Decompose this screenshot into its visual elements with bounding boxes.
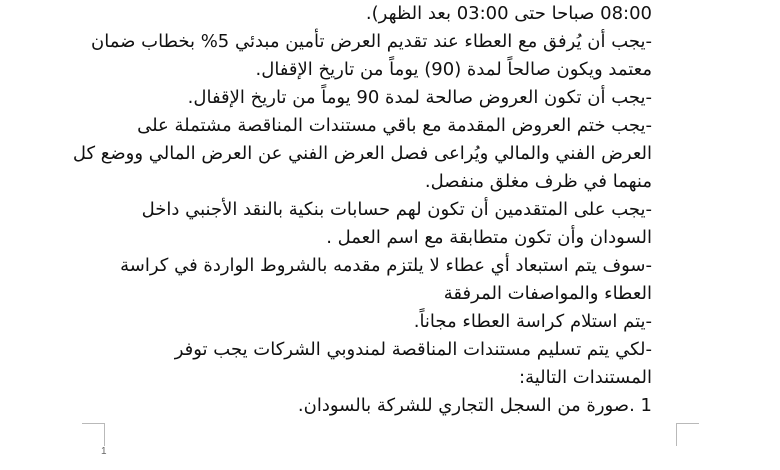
text-line-10: -سوف يتم استبعاد أي عطاء لا يلتزم مقدمه بالشروط الواردة في كراسة (120, 255, 652, 276)
text-line-3: معتمد ويكون صالحاً لمدة (90) يوماً من تاريخ الإقفال. (255, 59, 652, 80)
text-line-13: -لكي يتم تسليم مستندات المناقصة لمندوبي الشركات يجب توفر (174, 339, 652, 360)
text-line-4: -يجب أن تكون العروض صالحة لمدة 90 يوماً من تاريخ الإقفال. (187, 87, 652, 108)
text-line-2: -يجب أن يُرفق مع العطاء عند تقديم العرض تأمين مبدئي 5% بخطاب ضمان (91, 31, 652, 52)
text-line-6: العرض الفني والمالي ويُراعى فصل العرض الفني عن العرض المالي ووضع كل (72, 143, 652, 164)
text-line-7: منهما في ظرف مغلق منفصل. (424, 171, 652, 192)
left-margin-marker (82, 423, 105, 446)
page-number: 1 (101, 446, 107, 457)
text-line-15: 1 .صورة من السجل التجاري للشركة بالسودان. (297, 395, 652, 416)
text-line-12: -يتم استلام كراسة العطاء مجاناً. (413, 311, 652, 332)
text-line-14: المستندات التالية: (519, 367, 652, 388)
text-line-11: العطاء والمواصفات المرفقة (443, 283, 652, 304)
text-line-8: -يجب على المتقدمين أن تكون لهم حسابات بنكية بالنقد الأجنبي داخل (141, 199, 652, 220)
text-line-9: السودان وأن تكون متطابقة مع اسم العمل . (326, 227, 652, 248)
text-line-1: 08:00 صباحا حتى 03:00 بعد الظهر). (365, 3, 652, 24)
text-line-5: -يجب ختم العروض المقدمة مع باقي مستندات المناقصة مشتملة على (137, 115, 652, 136)
right-margin-marker (676, 423, 699, 446)
